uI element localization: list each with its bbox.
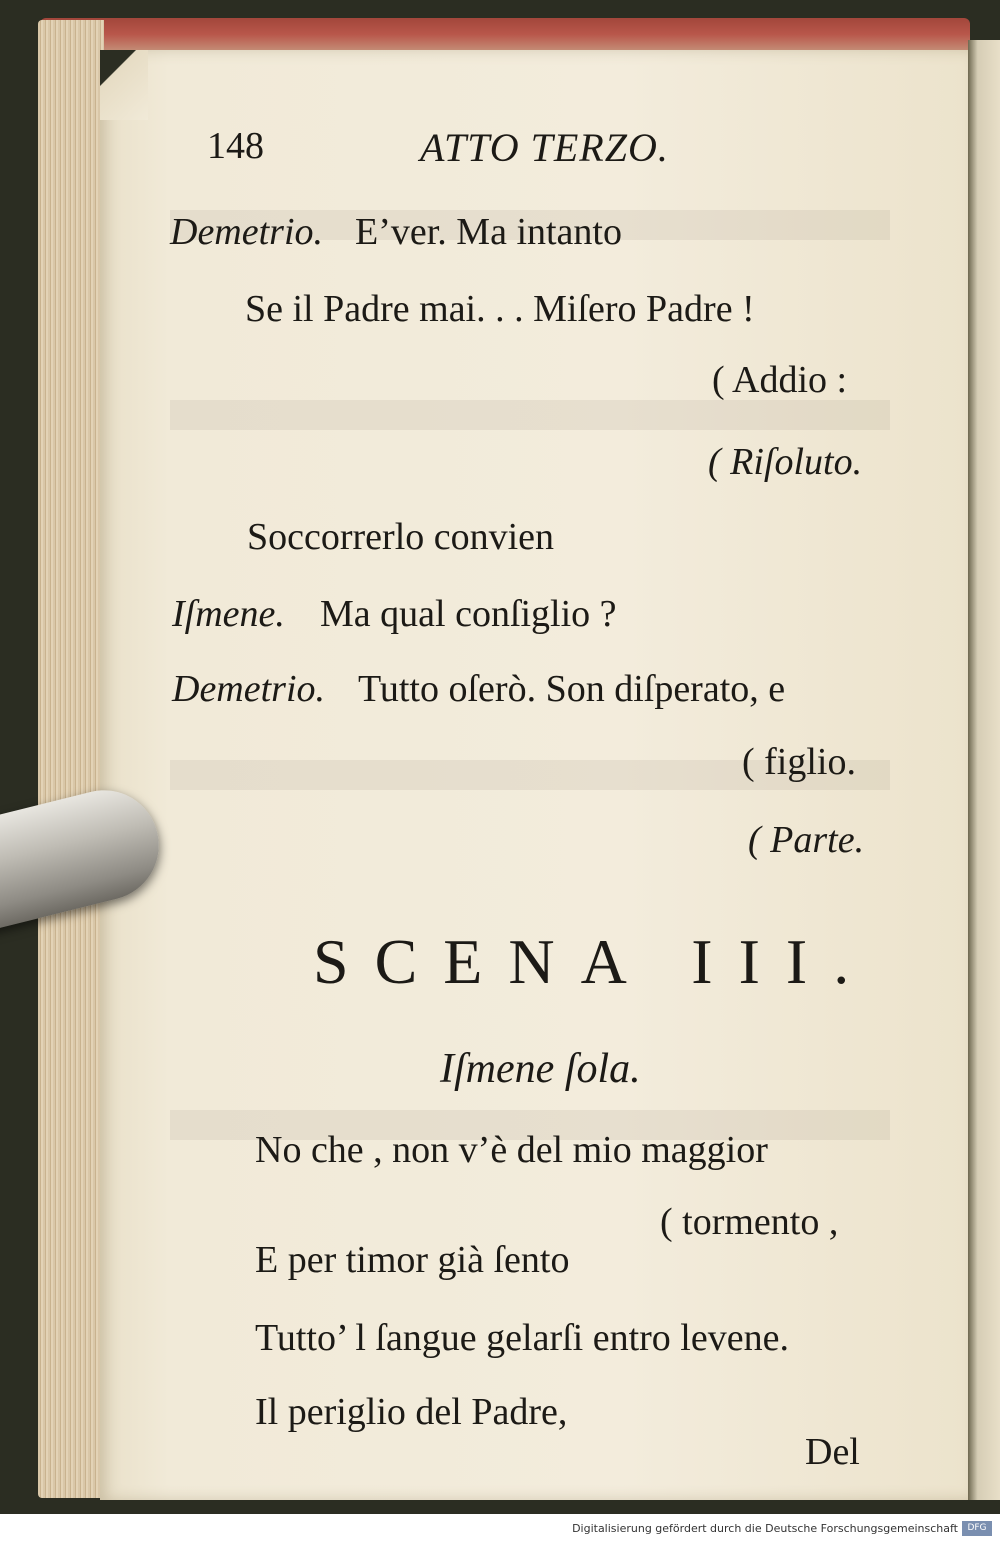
page-number: 148 (207, 125, 264, 167)
line-text: ( Riſoluto. (708, 441, 863, 483)
footer-bar (0, 1514, 1000, 1543)
line-text: Se il Padre mai. . . Miſero Padre ! (245, 288, 755, 330)
speaker-name: Iſmene. (172, 593, 285, 635)
scene-heading: SCENA III. (313, 926, 876, 997)
speaker-name: Demetrio. (170, 211, 324, 253)
verse-line: Tutto’ l ſangue gelarſi entro levene. (255, 1317, 789, 1359)
verse-line: No che , non v’è del mio maggior (255, 1129, 768, 1171)
line-text: Soccorrerlo convien (247, 516, 555, 558)
speaker-name: Demetrio. (172, 668, 326, 710)
facing-page-edge (968, 40, 1000, 1500)
running-title: ATTO TERZO. (420, 125, 669, 170)
line-text: ( Addio : (712, 359, 848, 401)
line-text: Tutto oſerò. Son diſperato, e (358, 668, 786, 710)
bleed-through-shadow (170, 400, 890, 430)
scene-subheading: Iſmene ſola. (440, 1046, 641, 1092)
verse-line: Il periglio del Padre, (255, 1391, 568, 1433)
line-text: ( Parte. (748, 819, 865, 861)
line-text: Ma qual conſiglio ? (320, 593, 617, 635)
page-corner-fold (100, 50, 148, 120)
verse-line: ( tormento , (660, 1201, 839, 1243)
verse-line: E per timor già ſento (255, 1239, 570, 1281)
footer-credit: Digitalisierung gefördert durch die Deutsche Forschungsgemeinschaft (572, 1522, 958, 1535)
dfg-logo: DFG (962, 1521, 992, 1536)
catchword: Del (805, 1431, 860, 1473)
book-page-edges (38, 20, 104, 1498)
line-text: ( figlio. (742, 741, 856, 783)
line-text: E’ver. Ma intanto (355, 211, 622, 253)
